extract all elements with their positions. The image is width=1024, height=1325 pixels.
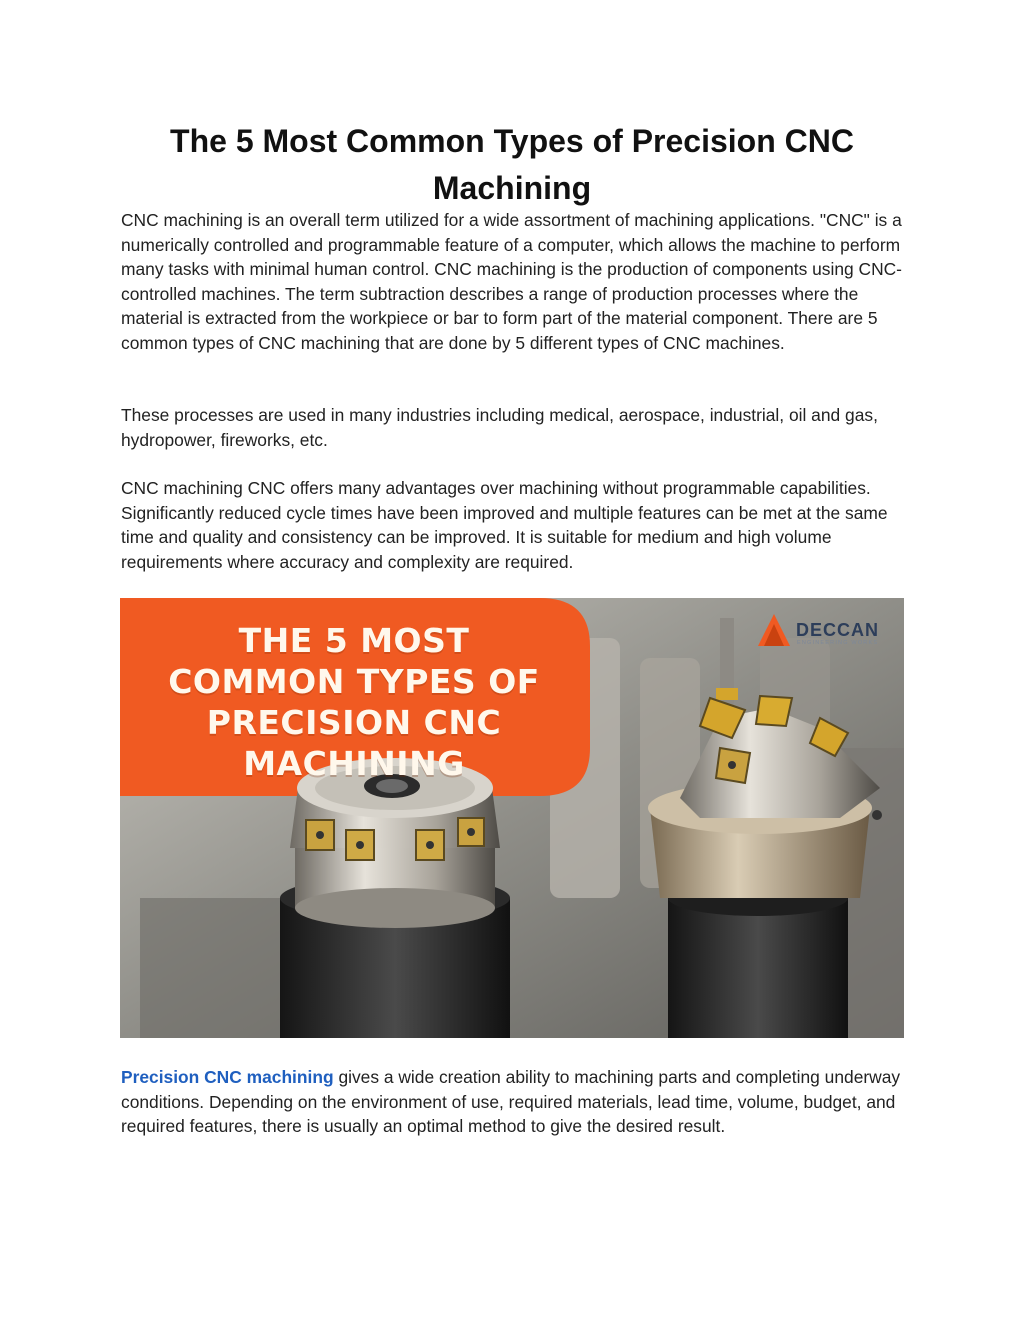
banner-line: MACHINING [243, 744, 465, 783]
banner-line: COMMON TYPES OF [168, 662, 540, 701]
advantages-paragraph: CNC machining CNC offers many advantages over machining without programmable capabilities. Significantly reduced cycle times have been improved and multiple features can be met at the same time and quality and consistency can be improved. It is suitable for medium and high volume requirements where accuracy and complexity are required. [121, 478, 888, 572]
precision-paragraph-text: gives a wide creation ability to machining parts and completing underway conditions. Depending on the environment of use, required materials, lead time, volume, budget, and required features, there is usually an optimal method to give the desired result. [121, 1067, 901, 1136]
logo-subtitle: ENGINEERING WORKS [797, 640, 879, 646]
industries-paragraph: These processes are used in many industries including medical, aerospace, industrial, oil and gas, hydropower, fireworks, etc. [121, 405, 878, 450]
page-title: The 5 Most Common Types of Precision CNC Machining [170, 123, 854, 206]
deccan-logo [756, 610, 896, 650]
banner-line: PRECISION CNC [206, 703, 502, 742]
triangle-logo-icon [756, 610, 792, 650]
precision-paragraph [121, 1065, 911, 1139]
precision-cnc-link[interactable]: Precision CNC machining [121, 1067, 334, 1087]
banner-line: THE 5 MOST [238, 621, 470, 660]
logo-name: DECCAN [796, 620, 880, 640]
hero-image [120, 598, 904, 1038]
banner-headline [120, 620, 588, 784]
intro-paragraph: CNC machining is an overall term utilized for a wide assortment of machining applications. "CNC" is a numerically controlled and programmable feature of a computer, which allows the machine to perform many tasks with minimal human control. CNC machining is the production of components using CNC-controlled machines. The term subtraction describes a range of production processes where the material is extracted from the workpiece or bar to form part of the material component. There are 5 common types of CNC machining that are done by 5 different types of CNC machines. [121, 210, 902, 353]
